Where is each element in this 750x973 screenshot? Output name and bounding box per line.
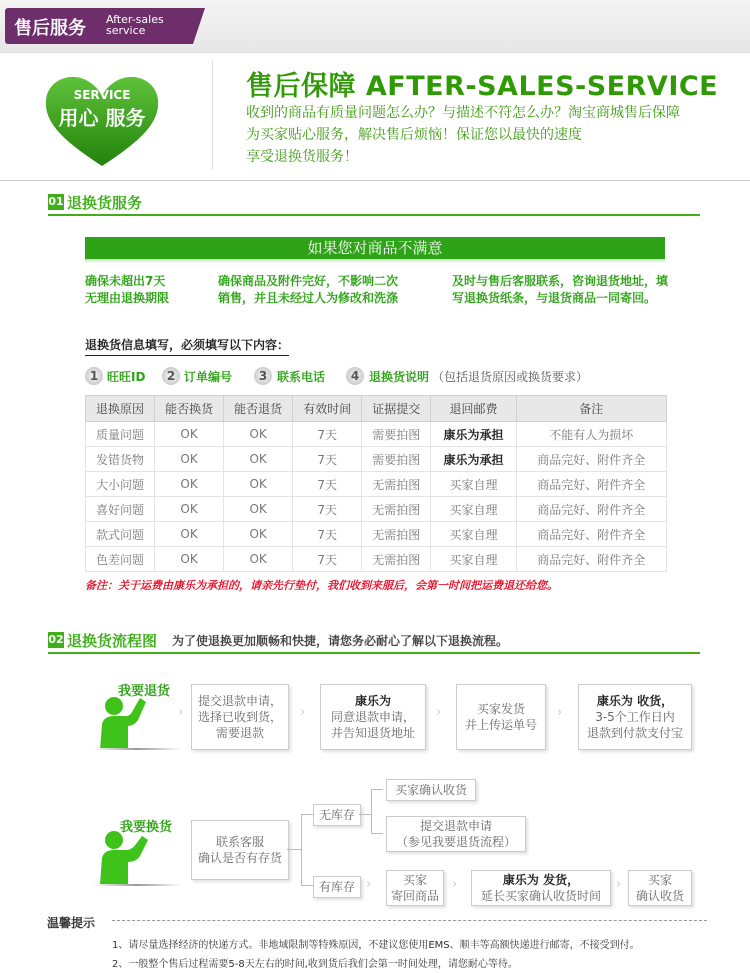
- arrow-icon: ›: [366, 877, 372, 892]
- section-title: 退换货流程图: [67, 632, 158, 650]
- tip-item: 1、请尽量选择经济的快递方式。非地域限制等特殊原因，不建议您使用EMS、顺丰等高额快递进行邮寄，不接受到付。: [112, 940, 640, 951]
- table-cell: OK: [224, 447, 293, 472]
- tips-title: 温馨提示: [47, 916, 96, 930]
- table-cell: 7天: [293, 422, 362, 447]
- table-cell: OK: [155, 497, 224, 522]
- arrow-icon: ›: [616, 877, 622, 892]
- table-cell: 大小问题: [86, 472, 155, 497]
- table-header-row: [86, 396, 667, 422]
- person-waving-icon: [96, 828, 150, 886]
- step-note: （包括退货原因或换货要求）: [432, 370, 589, 384]
- in-stock-box: 有库存: [313, 876, 361, 898]
- connector: [371, 789, 383, 790]
- table-cell: OK: [224, 522, 293, 547]
- table-cell: OK: [224, 497, 293, 522]
- step-number: 1: [85, 367, 103, 385]
- condition-item: 确保未超出7天 无理由退换期限: [85, 274, 170, 305]
- step-label: 退换货说明: [369, 370, 430, 384]
- divider: [0, 180, 750, 181]
- table-cell: OK: [224, 422, 293, 447]
- table-row: [86, 522, 667, 547]
- heart-main-label: 用心 服务: [58, 106, 146, 130]
- table-cell: 无需拍图: [362, 472, 431, 497]
- table-cell: 买家自理: [431, 497, 516, 522]
- table-cell: 不能有人为损坏: [516, 422, 666, 447]
- no-stock-box: 无库存: [313, 804, 361, 826]
- info-title: 退换货信息填写，必须填写以下内容：: [85, 336, 289, 356]
- section-underline: [48, 652, 700, 654]
- table-cell: 买家自理: [431, 547, 516, 572]
- table-cell: OK: [155, 472, 224, 497]
- connector: [301, 885, 313, 886]
- table-header: 退回邮费: [431, 396, 516, 422]
- banner-shadow: [85, 259, 665, 263]
- service-description: 收到的商品有质量问题怎么办？与描述不符怎么办？淘宝商城售后保障 为买家贴心服务，解决售后烦恼！保证您以最快的速度 享受退换货服务！: [246, 105, 680, 165]
- table-cell: 需要拍图: [362, 422, 431, 447]
- table-cell: 无需拍图: [362, 497, 431, 522]
- ship-box: 康乐为 发货， 延长买家确认收货时间: [471, 870, 611, 906]
- table-row: [86, 472, 667, 497]
- table-header: 退换原因: [86, 396, 155, 422]
- table-cell: OK: [155, 422, 224, 447]
- arrow-icon: ›: [300, 705, 306, 720]
- table-cell: OK: [224, 472, 293, 497]
- step-label: 联系电话: [277, 370, 326, 384]
- connector: [371, 833, 383, 834]
- condition-item: 确保商品及附件完好，不影响二次 销售，并且未经过人为修改和洗涤: [218, 274, 399, 305]
- tips-divider: [112, 920, 707, 921]
- section-underline: [48, 214, 700, 216]
- arrow-icon: ›: [178, 705, 184, 720]
- table-cell: 买家自理: [431, 522, 516, 547]
- section-subtitle: 为了使退换更加顺畅和快捷，请您务必耐心了解以下退换流程。: [172, 634, 509, 648]
- table-cell: 商品完好、附件齐全: [516, 522, 666, 547]
- table-cell: 需要拍图: [362, 447, 431, 472]
- final-confirm-box: 买家 确认收货: [628, 870, 692, 906]
- table-cell: 色差问题: [86, 547, 155, 572]
- table-header: 能否退货: [224, 396, 293, 422]
- contact-service-box: 联系客服 确认是否有存货: [191, 820, 289, 880]
- table-row: [86, 422, 667, 447]
- table-cell: 无需拍图: [362, 522, 431, 547]
- exchange-flow-label: 我要换货: [120, 820, 173, 835]
- table-cell: 康乐为承担: [431, 447, 516, 472]
- step-label: 订单编号: [184, 370, 233, 384]
- table-header: 证据提交: [362, 396, 431, 422]
- connector: [359, 814, 371, 815]
- connector: [371, 789, 372, 833]
- flow-step-box: 买家发货 并上传运单号: [456, 684, 546, 750]
- table-header: 备注: [516, 396, 666, 422]
- banner-title: 售后服务: [14, 18, 86, 39]
- connector: [287, 849, 301, 850]
- connector: [301, 814, 302, 886]
- table-cell: 7天: [293, 522, 362, 547]
- table-cell: 买家自理: [431, 472, 516, 497]
- divider: [212, 60, 213, 170]
- refund-apply-box: 提交退款申请 （参见我要退货流程）: [386, 816, 526, 852]
- table-cell: 质量问题: [86, 422, 155, 447]
- banner-en-title: After-sales service: [106, 13, 164, 37]
- arrow-icon: ›: [436, 705, 442, 720]
- table-cell: 喜好问题: [86, 497, 155, 522]
- arrow-icon: ›: [557, 705, 563, 720]
- table-cell: 发错货物: [86, 447, 155, 472]
- table-cell: 商品完好、附件齐全: [516, 447, 666, 472]
- table-cell: OK: [155, 547, 224, 572]
- table-row: [86, 497, 667, 522]
- unsatisfied-banner: 如果您对商品不满意: [85, 237, 665, 259]
- confirm-receipt-box: 买家确认收货: [386, 779, 476, 801]
- table-cell: OK: [155, 447, 224, 472]
- tip-item: 2、一般整个售后过程需要5-8天左右的时间,收到货后我们会第一时间处理，请您耐心等待。: [112, 959, 518, 970]
- table-cell: 商品完好、附件齐全: [516, 472, 666, 497]
- flow-step-box: 提交退款申请， 选择已收到货， 需要退款: [191, 684, 289, 750]
- table-row: [86, 547, 667, 572]
- send-back-box: 买家 寄回商品: [386, 870, 444, 906]
- return-policy-table: [85, 395, 667, 572]
- flow-step-box: 康乐为 收货， 3-5个工作日内 退款到付款支付宝: [578, 684, 692, 750]
- table-header: 能否换货: [155, 396, 224, 422]
- table-cell: 7天: [293, 547, 362, 572]
- section-number: 01: [48, 195, 64, 208]
- arrow-icon: ›: [452, 877, 458, 892]
- table-header: 有效时间: [293, 396, 362, 422]
- table-cell: 7天: [293, 447, 362, 472]
- table-row: [86, 447, 667, 472]
- table-cell: OK: [224, 547, 293, 572]
- table-cell: 商品完好、附件齐全: [516, 497, 666, 522]
- table-cell: 无需拍图: [362, 547, 431, 572]
- table-cell: 款式问题: [86, 522, 155, 547]
- section-title: 退换货服务: [67, 194, 143, 212]
- table-cell: OK: [155, 522, 224, 547]
- person-pointing-icon: [96, 694, 150, 752]
- table-cell: 商品完好、附件齐全: [516, 547, 666, 572]
- condition-item: 及时与售后客服联系，咨询退货地址，填 写退换货纸条，与退货商品一同寄回。: [452, 274, 669, 305]
- table-cell: 康乐为承担: [431, 422, 516, 447]
- table-cell: 7天: [293, 472, 362, 497]
- step-number: 3: [254, 367, 272, 385]
- table-cell: 7天: [293, 497, 362, 522]
- service-title: 售后保障 AFTER-SALES-SERVICE: [246, 71, 719, 102]
- refund-flow-label: 我要退货: [118, 684, 171, 699]
- step-label: 旺旺ID: [107, 370, 146, 384]
- shipping-note: 备注：关于运费由康乐为承担的，请亲先行垫付，我们收到来服后，会第一时间把运费退还给您。: [85, 579, 558, 592]
- flow-step-box: 康乐为 同意退款申请， 并告知退货地址: [320, 684, 426, 750]
- heart-sub-label: SERVICE: [73, 88, 131, 102]
- step-number: 4: [346, 367, 364, 385]
- person-shadow: [92, 748, 182, 750]
- person-shadow: [92, 884, 182, 886]
- section-number: 02: [48, 633, 64, 646]
- connector: [301, 814, 313, 815]
- step-number: 2: [162, 367, 180, 385]
